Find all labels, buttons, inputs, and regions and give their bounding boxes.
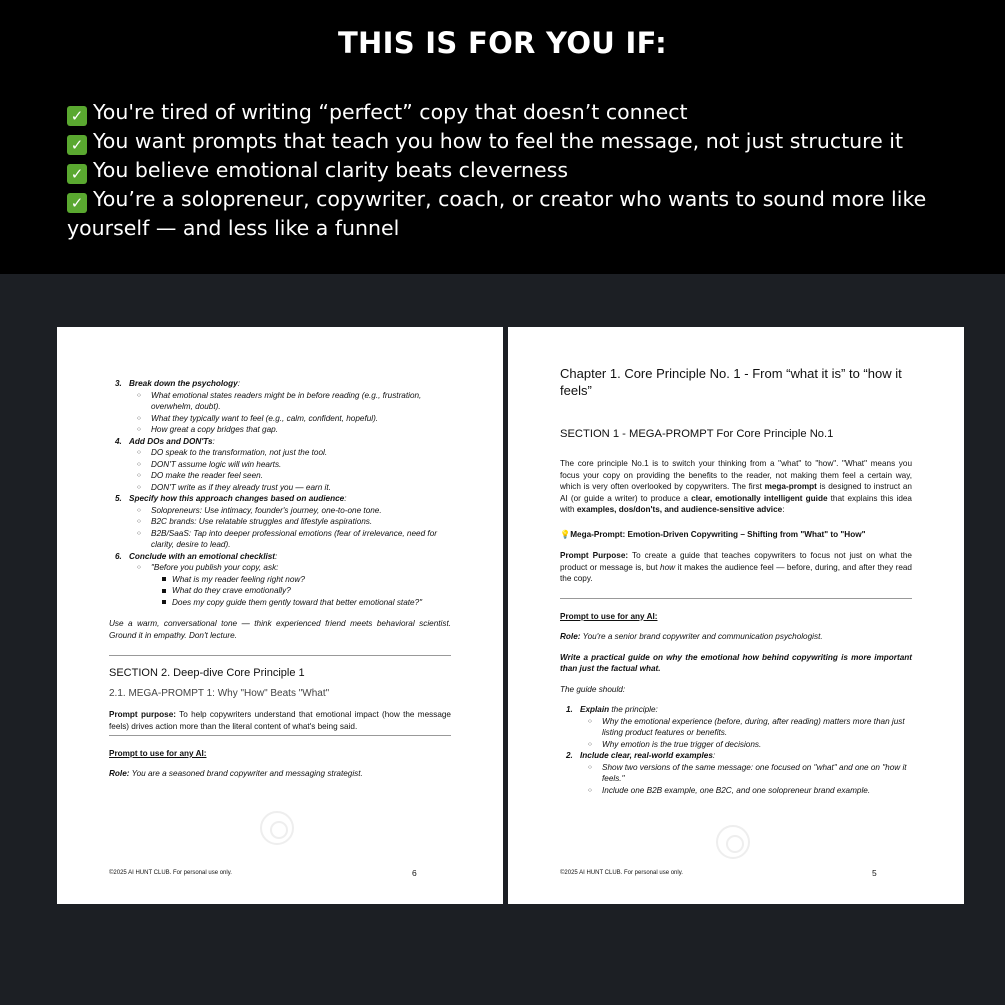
document-page-6 bbox=[57, 327, 503, 904]
tone-note: Use a warm, conversational tone — think experienced friend meets behavioral scientist. Ground it in empathy. Don't lecture. bbox=[109, 619, 451, 640]
check-mark-icon: ✓ bbox=[67, 135, 87, 155]
list-item: ○ DON'T write as if they already trust you — earn it. bbox=[129, 482, 451, 494]
page-6-content bbox=[109, 378, 451, 779]
mega-prompt-title: 💡Mega-Prompt: Emotion-Driven Copywriting – Shifting from "What" to "How" bbox=[560, 529, 866, 539]
intro-paragraph: The core principle No.1 is to switch your thinking from a "what" to "how". "What" means you focus your copy on providing the benefits to the reader, not making them feel a certain way, which is very often overlooked by copywriters. The first mega-prompt is designed to instruct an AI (or guide a writer) to produce a clear, emotionally intelligent guide that explains this idea with examples, dos/don'ts, and audience-sensitive advice: bbox=[560, 459, 912, 514]
list-item: ○ How great a copy bridges that gap. bbox=[129, 424, 451, 436]
list-item: Does my copy guide them gently toward that better emotional state?" bbox=[129, 597, 451, 609]
list-item: ○ B2B/SaaS: Tap into deeper professional emotions (fear of irrelevance, need for clarity, desire to lead). bbox=[129, 528, 451, 551]
banner-title: THIS IS FOR YOU IF: bbox=[337, 26, 668, 60]
divider bbox=[109, 655, 451, 656]
list-item: ○ DO make the reader feel seen. bbox=[129, 470, 451, 482]
subsection-heading: 2.1. MEGA-PROMPT 1: Why "How" Beats "What" bbox=[109, 688, 330, 699]
list-item: ○ What emotional states readers might be in before reading (e.g., frustration, overwhelm, doubt). bbox=[129, 390, 451, 413]
list-item: ○ Include one B2B example, one B2C, and one solopreneur brand example. bbox=[580, 785, 912, 797]
check-mark-icon: ✓ bbox=[67, 164, 87, 184]
role-line: Role: You are a seasoned brand copywriter and messaging strategist. bbox=[109, 768, 363, 778]
benefit-list bbox=[67, 98, 947, 243]
prompt-purpose: Prompt Purpose: To create a guide that teaches copywriters to focus not just on what the product or message is, but how it makes the audience feel — before, during, and after they read the copy. bbox=[560, 551, 912, 583]
page-footer: ©2025 AI HUNT CLUB. For personal use only. bbox=[560, 870, 683, 876]
list-item: 6. Conclude with an emotional checklist: ○ "Before you publish your copy, ask: What is my reader feeling right now? What do they crave emotionally? Does my copy guide them gently toward that better emotional state?" bbox=[109, 551, 451, 609]
divider bbox=[109, 735, 451, 736]
chapter-title: Chapter 1. Core Principle No. 1 - From “what it is” to “how it feels” bbox=[560, 366, 902, 398]
list-item: 3. Break down the psychology: ○ What emotional states readers might be in before reading (e.g., frustration, overwhelm, doubt). ○ What they typically want to feel (e.g., calm, confident, hopeful). ○ How great a copy bridges that gap. bbox=[109, 378, 451, 436]
page-footer: ©2025 AI HUNT CLUB. For personal use only. bbox=[109, 870, 232, 876]
guide-intro: The guide should: bbox=[560, 684, 626, 694]
document-page-5 bbox=[508, 327, 964, 904]
guide-steps bbox=[560, 704, 912, 796]
guide-steps bbox=[109, 378, 451, 608]
watermark-logo-icon bbox=[260, 811, 294, 845]
prompt-label: Prompt to use for any AI: bbox=[560, 611, 658, 621]
list-item: ○ Show two versions of the same message: one focused on "what" and one on "how it feels." bbox=[580, 762, 912, 785]
list-item: 1. Explain the principle: ○ Why the emotional experience (before, during, after reading) matters more than just listing product features or benefits. ○ Why emotion is the true trigger of decisions. bbox=[560, 704, 912, 750]
list-item: 4. Add DOs and DON'Ts: ○ DO speak to the transformation, not just the tool. ○ DON'T assume logic will win hearts. ○ DO make the reader feel seen. ○ DON'T write as if they already trust you — earn it. bbox=[109, 436, 451, 494]
list-item: ○ "Before you publish your copy, ask: bbox=[129, 562, 451, 574]
benefit-item: ✓ You believe emotional clarity beats cleverness bbox=[67, 156, 947, 185]
benefit-item: ✓ You're tired of writing “perfect” copy that doesn’t connect bbox=[67, 98, 947, 127]
list-item: What is my reader feeling right now? bbox=[129, 574, 451, 586]
watermark-logo-icon bbox=[716, 825, 750, 859]
benefit-item: ✓ You’re a solopreneur, copywriter, coach, or creator who wants to sound more like yourself — and less like a funnel bbox=[67, 187, 927, 240]
list-item: ○ Why the emotional experience (before, during, after reading) matters more than just listing product features or benefits. bbox=[580, 716, 912, 739]
section-heading: SECTION 2. Deep-dive Core Principle 1 bbox=[109, 667, 305, 679]
list-item: ○ DO speak to the transformation, not just the tool. bbox=[129, 447, 451, 459]
page-number: 6 bbox=[412, 868, 417, 878]
list-item: ○ B2C brands: Use relatable struggles and lifestyle aspirations. bbox=[129, 516, 451, 528]
list-item: 5. Specify how this approach changes based on audience: ○ Solopreneurs: Use intimacy, founder's journey, one-to-one tone. ○ B2C brands: Use relatable struggles and lifestyle aspirations. ○ B2B/SaaS: Tap into deeper professional emotions (fear of irrelevance, need for clarity, desire to lead). bbox=[109, 493, 451, 551]
divider bbox=[560, 598, 912, 599]
lightbulb-icon: 💡 bbox=[560, 529, 571, 539]
prompt-label: Prompt to use for any AI: bbox=[109, 749, 207, 758]
role-line: Role: You're a senior brand copywriter and communication psychologist. bbox=[560, 632, 823, 641]
list-item: ○ Why emotion is the true trigger of decisions. bbox=[580, 739, 912, 751]
task-line: Write a practical guide on why the emotional how behind copywriting is more important than just the factual what. bbox=[560, 652, 912, 673]
list-item: 2. Include clear, real-world examples: ○ Show two versions of the same message: one focused on "what" and one on "how it feels." ○ Include one B2B example, one B2C, and one solopreneur brand example. bbox=[560, 750, 912, 796]
check-mark-icon: ✓ bbox=[67, 106, 87, 126]
list-item: ○ What they typically want to feel (e.g., calm, confident, hopeful). bbox=[129, 413, 451, 425]
prompt-purpose: Prompt purpose: To help copywriters understand that emotional impact (how the message feels) drives action more than the literal content of what's being said. bbox=[109, 710, 451, 731]
list-item: ○ DON'T assume logic will win hearts. bbox=[129, 459, 451, 471]
page-number: 5 bbox=[872, 868, 877, 878]
benefit-item: ✓ You want prompts that teach you how to feel the message, not just structure it bbox=[67, 127, 947, 156]
promo-banner bbox=[0, 0, 1005, 274]
section-heading: SECTION 1 - MEGA-PROMPT For Core Principle No.1 bbox=[560, 428, 834, 440]
list-item: What do they crave emotionally? bbox=[129, 585, 451, 597]
page-5-content bbox=[560, 365, 912, 796]
list-item: ○ Solopreneurs: Use intimacy, founder's journey, one-to-one tone. bbox=[129, 505, 451, 517]
check-mark-icon: ✓ bbox=[67, 193, 87, 213]
